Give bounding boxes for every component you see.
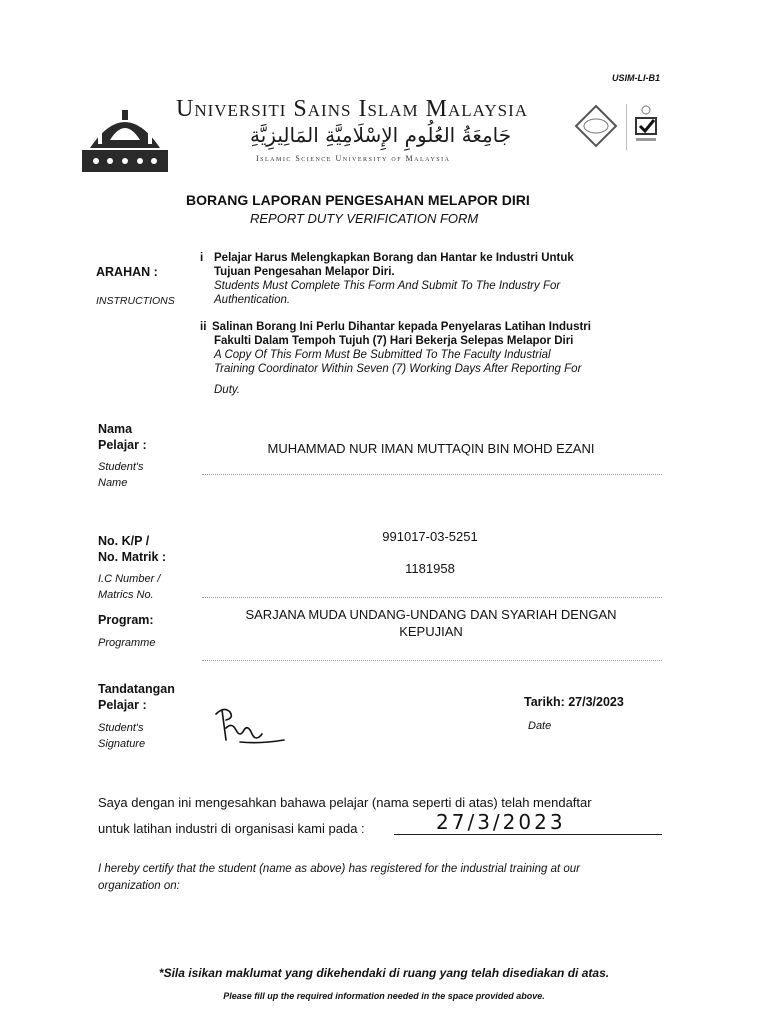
signature-label-english-1: Student's xyxy=(98,722,144,734)
ic-underline xyxy=(202,597,662,598)
form-title-english: REPORT DUTY VERIFICATION FORM xyxy=(250,211,479,226)
signature-label-malay-2: Pelajar : xyxy=(98,698,147,712)
ic-number-value: 991017-03-5251 xyxy=(382,529,478,544)
document-reference: USIM-LI-B1 xyxy=(612,73,660,83)
university-name-en: Universiti Sains Islam Malaysia xyxy=(176,96,529,122)
program-value-line2: KEPUJIAN xyxy=(399,624,463,639)
name-label-english-2: Name xyxy=(98,477,128,489)
matric-number-value: 1181958 xyxy=(405,561,455,576)
ic-label-malay-2: No. Matrik : xyxy=(98,550,167,564)
form-title-malay: BORANG LAPORAN PENGESAHAN MELAPOR DIRI xyxy=(186,192,530,208)
university-name-ar: جَامِعَةُ العُلُومِ الإِسْلَامِيَّةِ المَالِيزِيَّةِ xyxy=(250,123,512,147)
handwritten-registration-date: 27/3/2023 xyxy=(436,810,566,834)
date-label-malay: Tarikh: 27/3/2023 xyxy=(524,695,624,709)
instruction-1-malay-line1: Pelajar Harus Melengkapkan Borang dan Hantar ke Industri Untuk xyxy=(214,252,574,264)
certification-english-line2: organization on: xyxy=(98,880,180,892)
certification-logos xyxy=(570,100,670,156)
certification-english-line1: I hereby certify that the student (name as above) has registered for the industrial training at our xyxy=(98,863,580,875)
instruction-1-malay-line2: Tujuan Pengesahan Melapor Diri. xyxy=(214,266,395,278)
instruction-2-english-line3: Duty. xyxy=(214,384,240,396)
instruction-1-number: i xyxy=(200,252,204,264)
instruction-2-english-line1: A Copy Of This Form Must Be Submitted To The Faculty Industrial xyxy=(214,349,551,361)
instruction-2-malay-line1: Salinan Borang Ini Perlu Dihantar kepada Penyelaras Latihan Industri xyxy=(212,321,591,333)
instruction-1-english-line1: Students Must Complete This Form And Submit To The Industry For xyxy=(214,280,561,292)
program-underline xyxy=(202,660,662,661)
footer-note-malay: *Sila isikan maklumat yang dikehendaki di ruang yang telah disediakan di atas. xyxy=(158,966,610,980)
signature-label-malay-1: Tandatangan xyxy=(98,682,175,696)
student-name-value: MUHAMMAD NUR IMAN MUTTAQIN BIN MOHD EZANI xyxy=(267,441,595,456)
instruction-2-number: ii xyxy=(200,321,207,333)
name-label-english-1: Student's xyxy=(98,461,144,473)
instruction-2-english-line2: Training Coordinator Within Seven (7) Working Days After Reporting For xyxy=(214,363,582,375)
handwritten-signature xyxy=(210,704,288,750)
program-label-malay: Program: xyxy=(98,613,154,627)
date-label-english: Date xyxy=(528,720,552,732)
program-value-line1: SARJANA MUDA UNDANG-UNDANG DAN SYARIAH DENGAN xyxy=(245,607,617,622)
instruction-1-english-line2: Authentication. xyxy=(214,294,291,306)
certification-malay-line1: Saya dengan ini mengesahkan bahawa pelajar (nama seperti di atas) telah mendaftar xyxy=(98,795,592,810)
name-label-malay-1: Nama xyxy=(98,422,133,436)
ic-label-english-2: Matrics No. xyxy=(98,589,154,601)
instructions-label-malay: ARAHAN : xyxy=(96,265,158,279)
program-label-english: Programme xyxy=(98,637,156,649)
certification-malay-line2: untuk latihan industri di organisasi kami pada : xyxy=(98,821,365,836)
footer-note-english: Please fill up the required information needed in the space provided above. xyxy=(223,991,545,1001)
instructions-label-english: INSTRUCTIONS xyxy=(96,295,175,307)
instruction-2-malay-line2: Fakulti Dalam Tempoh Tujuh (7) Hari Bekerja Selepas Melapor Diri xyxy=(214,335,574,347)
ic-label-malay-1: No. K/P / xyxy=(98,534,150,548)
university-subtitle: Islamic Science University of Malaysia xyxy=(256,154,451,163)
name-underline xyxy=(202,474,662,475)
date-underline xyxy=(394,834,662,835)
name-label-malay-2: Pelajar : xyxy=(98,438,147,452)
signature-label-english-2: Signature xyxy=(98,738,146,750)
usim-crest-logo xyxy=(82,100,168,172)
ic-label-english-1: I.C Number / xyxy=(98,573,161,585)
